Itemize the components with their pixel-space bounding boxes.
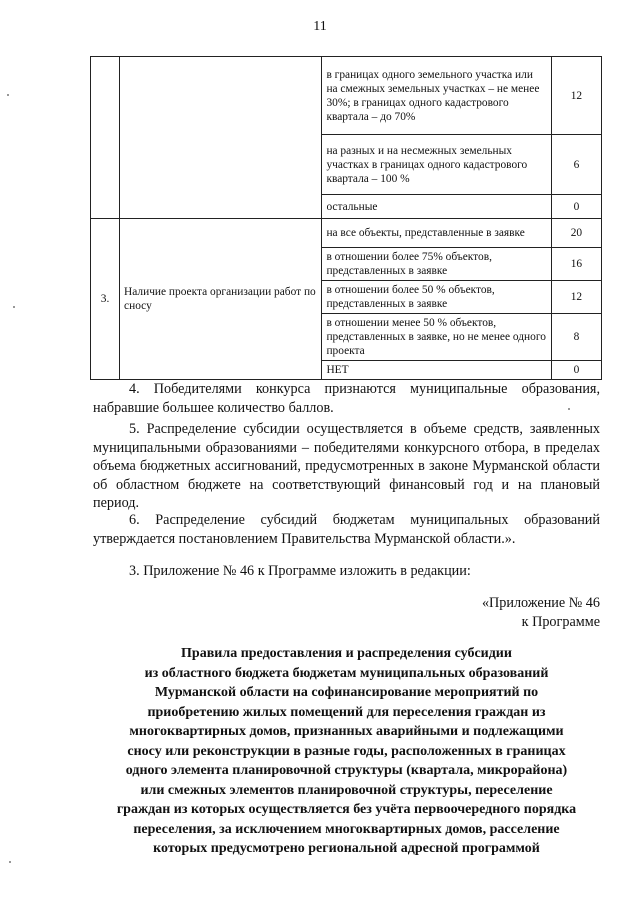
rules-title-line: одного элемента планировочной структуры (квартала, микрорайона) — [125, 763, 568, 778]
rules-title-line: Мурманской области на софинансирование мероприятий по — [154, 685, 539, 700]
rules-title-line: приобретению жилых помещений для переселения граждан из — [147, 704, 546, 720]
score-cell: 6 — [551, 135, 601, 195]
score-cell: 12 — [551, 57, 601, 135]
criteria-table — [90, 56, 602, 380]
condition-cell: на разных и на несмежных земельных участках в границах одного кадастрового квартала – 100 % — [322, 135, 551, 195]
condition-cell: остальные — [322, 195, 551, 219]
score-cell: 20 — [551, 219, 601, 248]
paragraph-5-text: 5. Распределение субсидии осуществляется в объеме средств, заявленных муниципальными образованиями – победителями конкурсного отбора, в пределах объема бюджетных ассигнований, предусмотренных в законе Мурманской области об областном бюджете на соответствующий финансовый год и на плановый период. — [93, 421, 600, 511]
paragraph-3 — [93, 562, 600, 581]
scan-speck — [568, 408, 570, 410]
score-cell: 0 — [551, 361, 601, 380]
condition-cell: в отношении более 50 % объектов, представленных в заявке — [322, 281, 551, 314]
criterion-cell — [120, 57, 322, 219]
paragraph-5 — [93, 420, 600, 513]
score-cell: 12 — [551, 281, 601, 314]
score-cell: 16 — [551, 248, 601, 281]
row-number-cell: 3. — [91, 219, 120, 380]
rules-title-line: граждан из которых осуществляется без учёта первоочередного порядка — [116, 802, 577, 817]
paragraph-3-text: 3. Приложение № 46 к Программе изложить в редакции: — [129, 563, 471, 579]
scan-speck — [7, 94, 9, 96]
scan-speck — [13, 306, 15, 308]
paragraph-6-text: 6. Распределение субсидий бюджетам муниципальных образований утверждается постановлением Правительства Мурманской области.». — [93, 512, 600, 547]
table-row — [91, 57, 602, 135]
scan-speck — [9, 861, 11, 863]
table-row — [91, 219, 602, 248]
appendix-line: к Программе — [521, 614, 600, 630]
criterion-cell: Наличие проекта организации работ по сносу — [120, 219, 322, 380]
condition-cell: в отношении менее 50 % объектов, представленных в заявке, но не менее одного проекта — [322, 314, 551, 361]
appendix-line: «Приложение № 46 — [481, 595, 600, 611]
row-number-cell — [91, 57, 120, 219]
rules-title-line: Правила предоставления и распределения субсидии — [181, 646, 512, 661]
paragraph-4-text: 4. Победителями конкурса признаются муниципальные образования, набравшие большее количество баллов. — [93, 381, 600, 416]
score-cell: 0 — [551, 195, 601, 219]
paragraph-6 — [93, 511, 600, 548]
rules-title-line: сносу или реконструкции в разные годы, расположенных в границах — [127, 743, 566, 759]
rules-title-line: переселения, за исключением многоквартирных домов, расселение — [133, 821, 560, 837]
rules-title-line: из областного бюджета бюджетам муниципальных образований — [144, 665, 549, 681]
rules-title-line: многоквартирных домов, признанных аварийными и подлежащими — [129, 724, 564, 739]
appendix-heading — [482, 594, 600, 632]
rules-title — [93, 644, 600, 859]
paragraph-4 — [93, 380, 600, 417]
page-number: 11 — [313, 19, 327, 34]
condition-cell: на все объекты, представленные в заявке — [322, 219, 551, 248]
condition-cell: в отношении более 75% объектов, представленных в заявке — [322, 248, 551, 281]
condition-cell: НЕТ — [322, 361, 551, 380]
score-cell: 8 — [551, 314, 601, 361]
rules-title-line: или смежных элементов планировочной структуры, переселение — [140, 782, 553, 798]
rules-title-line: которых предусмотрено региональной адресной программой — [153, 841, 540, 856]
condition-cell: в границах одного земельного участка или на смежных земельных участках – не менее 30%; в границах одного кадастрового квартала – до 70% — [322, 57, 551, 135]
